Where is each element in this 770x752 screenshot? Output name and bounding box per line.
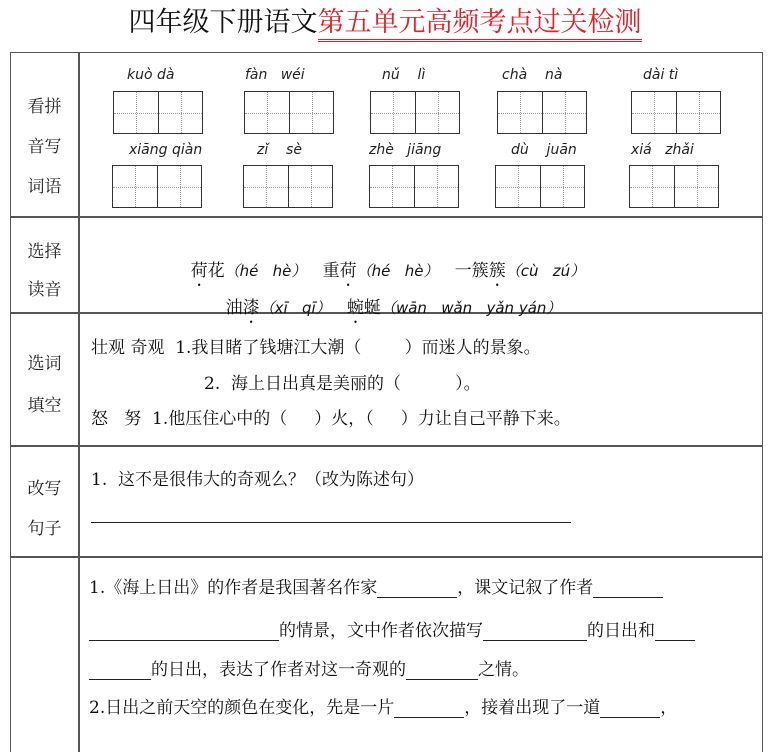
writing-grid-box[interactable] (113, 91, 203, 134)
comprehension-line: 1.《海上日出》的作者是我国著名作家 ，课文记叙了作者 (89, 573, 663, 598)
row-divider (11, 216, 762, 218)
writing-grid-box[interactable] (631, 91, 721, 134)
pronunciation-item: 油漆（xī qī） (225, 298, 331, 318)
writing-grid-box[interactable] (495, 165, 585, 208)
writing-grid-box[interactable] (244, 91, 334, 134)
answer-blank[interactable] (600, 699, 660, 718)
answer-blank[interactable] (655, 622, 695, 641)
section-label-pinyin-writing: 看拼 音写 词语 (27, 97, 62, 197)
pinyin-prompt: fàn wéi (245, 67, 305, 83)
writing-grid-box[interactable] (369, 165, 459, 208)
answer-blank[interactable] (377, 579, 457, 598)
writing-grid-box[interactable] (243, 165, 333, 208)
pronunciation-item: 一簇簇（cù zú） (454, 261, 586, 281)
answer-blank[interactable] (89, 622, 279, 641)
answer-blank[interactable] (483, 622, 587, 641)
pinyin-prompt: kuò dà (127, 67, 175, 83)
answer-blank[interactable] (89, 661, 151, 680)
comprehension-line: 的日出，表达了作者对这一奇观的 之情。 (89, 655, 529, 680)
pinyin-prompt: dài tì (643, 67, 679, 83)
pinyin-prompt: chà nà (502, 67, 563, 83)
title-prefix: 四年级下册语文 (128, 7, 318, 38)
pronunciation-line (204, 273, 561, 338)
pinyin-prompt: dù juān (511, 142, 577, 158)
fill-blank-line: 怒 努 1.他压住心中的（ ）火，（ ）力让自己平静下来。 (91, 409, 571, 429)
pinyin-prompt: xiāng qiàn (129, 142, 203, 158)
writing-grid-box[interactable] (497, 91, 587, 134)
title-highlight: 第五单元高频考点过关检测 (318, 7, 642, 42)
pronunciation-item: 重荷（hé hè） (322, 261, 439, 281)
comprehension-line: 的情景，文中作者依次描写 的日出和 (89, 616, 695, 641)
writing-grid-box[interactable] (370, 91, 460, 134)
answer-blank[interactable] (394, 699, 464, 718)
label-column-divider (78, 53, 80, 752)
section-label-rewrite-sentence: 改写 句子 (27, 479, 62, 539)
section-label-choose-pronunciation: 选择 读音 (27, 242, 62, 300)
pinyin-prompt: zhè jiāng (369, 142, 442, 158)
rewrite-question: 1. 这不是很伟大的奇观么？（改为陈述句） (91, 470, 425, 490)
pinyin-prompt: xiá zhǎi (631, 142, 694, 158)
fill-blank-line: 壮观 奇观 1.我目睹了钱塘江大潮（ ）而迷人的景象。 (91, 338, 541, 358)
row-divider (11, 556, 762, 558)
answer-line[interactable] (91, 522, 571, 523)
pinyin-prompt: zǐ sè (257, 142, 302, 158)
worksheet-table (10, 52, 763, 752)
comprehension-line: 2.日出之前天空的颜色在变化，先是一片 ，接着出现了一道 ， (89, 698, 678, 718)
writing-grid-box[interactable] (112, 165, 202, 208)
answer-blank[interactable] (593, 579, 663, 598)
writing-grid-box[interactable] (629, 165, 719, 208)
pronunciation-item: 荷花（hé hè） (190, 261, 307, 281)
answer-blank[interactable] (406, 661, 478, 680)
pronunciation-item: 蜿蜒（wān wǎn yǎn yán） (346, 298, 562, 318)
row-divider (11, 445, 762, 447)
section-label-fill-blank: 选词 填空 (27, 354, 62, 416)
pinyin-prompt: nǔ lì (382, 67, 426, 83)
worksheet-title (0, 6, 770, 40)
fill-blank-line: 2. 海上日出真是美丽的（ ）。 (204, 374, 481, 394)
